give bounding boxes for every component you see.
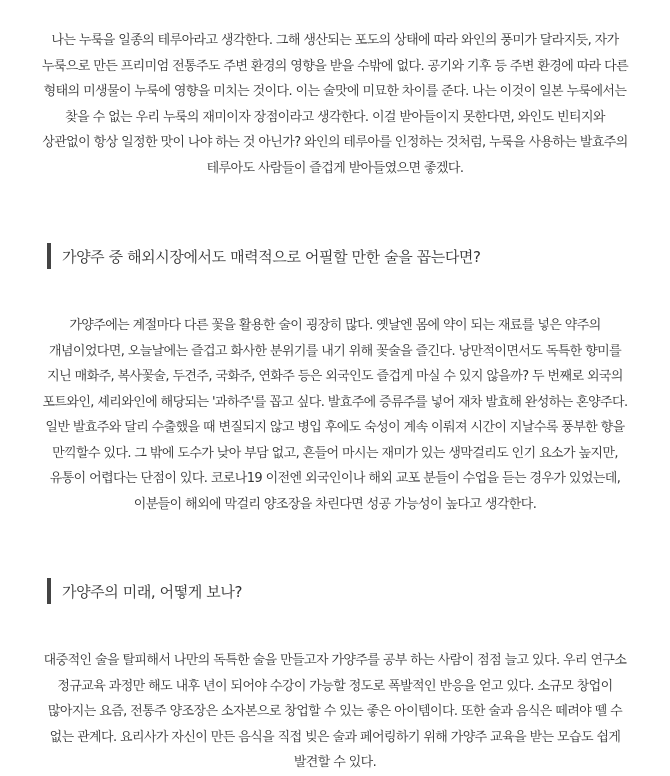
intro-paragraph: 나는 누룩을 일종의 테루아라고 생각한다. 그해 생산되는 포도의 상태에 따라 와인의 풍미가 달라지듯, 자가 누룩으로 만든 프리미엄 전통주도 주변 환경의 영향을 받을 수밖에 없다. 공기와 기후 등 주변 환경에 따라 다른 형태의 미생물이 누룩에 영향을 미치는 것이다. 이는 술맛에 미묘한 차이를 준다. 나는 이것이 일본 누룩에서는 찾을 수 없는 우리 누룩의 재미이자 장점이라고 생각한다. 이걸 받아들이지 못한다면, 와인도 빈티지와 상관없이 항상 일정한 맛이 나야 하는 것 아닌가? 와인의 테루아를 인정하는 것처럼, 누룩을 사용하는 발효주의 테루아도 사람들이 즐겁게 받아들였으면 좋겠다. (41, 33, 629, 176)
section-heading-text: 가양주 중 해외시장에서도 매력적으로 어필할 만한 술을 꼽는다면? (62, 247, 481, 266)
section-heading-text: 가양주의 미래, 어떻게 보나? (62, 582, 243, 601)
section-body-overseas-market: 가양주에는 계절마다 다른 꽃을 활용한 술이 굉장히 많다. 옛날엔 몸에 약이 되는 재료를 넣은 약주의 개념이었다면, 오늘날에는 즐겁고 화사한 분위기를 내기 위해 꽃술을 즐긴다. 낭만적이면서도 독특한 향미를 지닌 매화주, 복사꽃술, 두견주, 국화주, 연화주 등은 외국인도 즐겁게 마실 수 있지 않을까? 두 번째로 외국의 포트와인, 셰리와인에 해당되는 '과하주'를 꼽고 싶다. 발효주에 증류주를 넣어 재차 발효해 완성하는 혼양주다. 일반 발효주와 달리 수출했을 때 변질되지 않고 병입 후에도 숙성이 계속 이뤄져 시간이 지날수록 풍부한 향을 만끽할수 있다. 그 밖에 도수가 낮아 부담 없고, 흔들어 마시는 재미가 있는 생막걸리도 인기 요소가 높지만, 유통이 어렵다는 단점이 있다. 코로나19 이전엔 외국인이나 해외 교포 분들이 수업을 듣는 경우가 있었는데, 이분들이 해외에 막걸리 양조장을 차린다면 성공 가능성이 높다고 생각한다. (42, 318, 628, 512)
section-heading-overseas-market (47, 243, 607, 269)
section-heading-future (47, 578, 607, 604)
section-body-future: 대중적인 술을 탈피해서 나만의 독특한 술을 만들고자 가양주를 공부 하는 사람이 점점 늘고 있다. 우리 연구소 정규교육 과정만 해도 내후 년이 되어야 수강이 가능할 정도로 폭발적인 반응을 얻고 있다. 소규모 창업이 많아지는 요즘, 전통주 양조장은 소자본으로 창업할 수 있는 좋은 아이템이다. 또한 술과 음식은 떼려야 뗄 수 없는 관계다. 요리사가 자신이 만든 음식을 직접 빚은 술과 페어링하기 위해 가양주 교육을 받는 모습도 쉽게 발견할 수 있다. (43, 653, 627, 770)
